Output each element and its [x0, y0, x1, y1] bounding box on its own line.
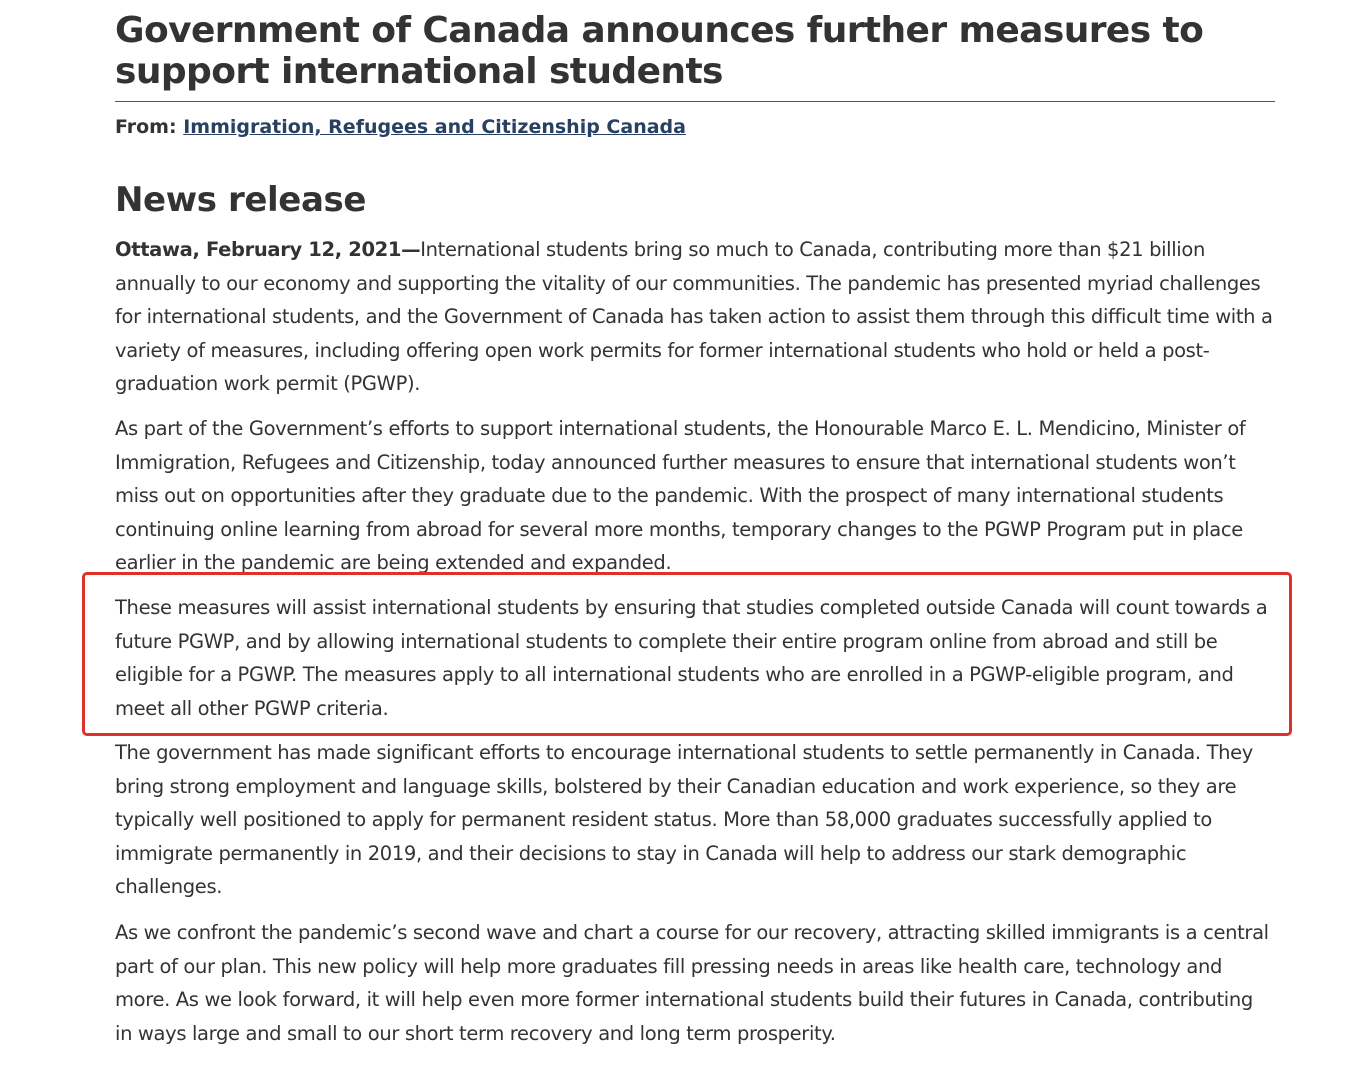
from-label: From:	[115, 116, 184, 138]
paragraph-3-highlighted: These measures will assist international students by ensuring that studies completed outside Canada will count towards a future PGWP, and by allowing international students to complete their entire program online from abroad and still be eligible for a PGWP. The measures apply to all international students who are enrolled in a PGWP-eligible program, and meet all other PGWP criteria.	[115, 596, 1268, 720]
dateline: Ottawa, February 12, 2021—	[115, 238, 421, 261]
page-title: Government of Canada announces further measures to support international students	[115, 10, 1275, 102]
paragraph-1-text: International students bring so much to Canada, contributing more than $21 billion annually to our economy and supporting the vitality of our communities. The pandemic has presented myriad challenges for international students, and the Government of Canada has taken action to assist them through this difficult time with a variety of measures, including offering open work permits for former international students who hold or held a post-graduation work permit (PGWP).	[115, 238, 1273, 395]
from-line	[115, 114, 1275, 140]
article	[115, 10, 1275, 1045]
paragraph-1	[115, 233, 1275, 401]
department-link[interactable]: Immigration, Refugees and Citizenship Canada	[183, 116, 686, 138]
paragraph-5: As we confront the pandemic’s second wave and chart a course for our recovery, attracting skilled immigrants is a central part of our plan. This new policy will help more graduates fill pressing needs in areas like health care, technology and more. As we look forward, it will help even more former international students build their futures in Canada, contributing in ways large and small to our short term recovery and long term prosperity.	[115, 921, 1269, 1045]
paragraph-2: As part of the Government’s efforts to support international students, the Honourable Marco E. L. Mendicino, Minister of Immigration, Refugees and Citizenship, today announced further measures to ensure that international students won’t miss out on opportunities after they graduate due to the pandemic. With the prospect of many international students continuing online learning from abroad for several more months, temporary changes to the PGWP Program put in place earlier in the pandemic are being extended and expanded.	[115, 417, 1246, 574]
section-heading: News release	[115, 180, 366, 220]
paragraph-4: The government has made significant efforts to encourage international students to settle permanently in Canada. They bring strong employment and language skills, bolstered by their Canadian education and work experience, so they are typically well positioned to apply for permanent resident status. More than 58,000 graduates successfully applied to immigrate permanently in 2019, and their decisions to stay in Canada will help to address our stark demographic challenges.	[115, 741, 1253, 898]
